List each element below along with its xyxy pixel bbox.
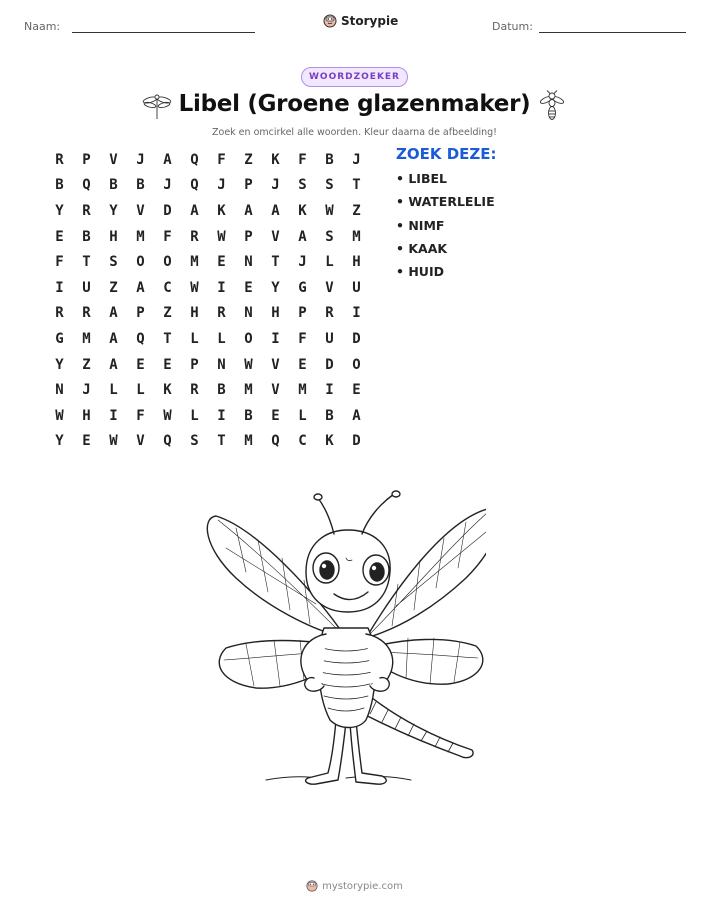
grid-cell[interactable]: A (136, 279, 145, 296)
grid-cell[interactable]: P (244, 228, 253, 245)
grid-cell[interactable]: B (325, 407, 334, 424)
word-list-item: • KAAK (396, 240, 448, 256)
grid-cell[interactable]: S (298, 177, 307, 194)
grid-cell[interactable]: A (109, 305, 118, 322)
grid-cell[interactable]: O (352, 356, 361, 373)
grid-cell[interactable]: Q (271, 433, 280, 450)
grid-cell[interactable]: J (271, 177, 280, 194)
grid-cell[interactable]: Q (136, 330, 145, 347)
grid-cell[interactable]: I (217, 407, 226, 424)
grid-cell[interactable]: Y (109, 202, 118, 219)
grid-cell[interactable]: J (136, 151, 145, 168)
grid-cell[interactable]: T (217, 433, 226, 450)
grid-cell[interactable]: J (352, 151, 361, 168)
grid-cell[interactable]: Q (82, 177, 91, 194)
grid-cell[interactable]: J (163, 177, 172, 194)
grid-cell[interactable]: K (325, 433, 334, 450)
grid-cell[interactable]: R (82, 305, 91, 322)
grid-cell[interactable]: O (244, 330, 253, 347)
dragonfly-body (319, 628, 376, 728)
word-list-item: • LIBEL (396, 171, 447, 186)
instructions: Zoek en omcirkel alle woorden. Kleur daarna de afbeelding! (212, 127, 497, 138)
grid-cell[interactable]: D (352, 433, 361, 450)
grid-cell[interactable]: K (271, 151, 280, 168)
grid-cell[interactable]: H (109, 228, 118, 245)
grid-cell[interactable]: W (109, 433, 118, 450)
grid-cell[interactable]: H (82, 407, 91, 424)
grid-cell[interactable]: S (109, 254, 118, 271)
grid-cell[interactable]: V (271, 356, 280, 373)
grid-cell[interactable]: Z (352, 202, 361, 219)
grid-cell[interactable]: I (217, 279, 226, 296)
grid-cell[interactable]: B (109, 177, 118, 194)
grid-cell[interactable]: K (217, 202, 226, 219)
grid-cell[interactable]: Y (55, 356, 64, 373)
grid-cell[interactable]: M (136, 228, 145, 245)
grid-cell[interactable]: P (298, 305, 307, 322)
grid-cell[interactable]: N (55, 382, 64, 399)
word-list-title: ZOEK DEZE: (396, 145, 497, 163)
grid-cell[interactable]: W (325, 202, 334, 219)
grid-cell[interactable]: L (109, 382, 118, 399)
word-list (396, 171, 495, 287)
grid-cell[interactable]: D (325, 356, 334, 373)
grid-cell[interactable]: Y (271, 279, 280, 296)
grid-cell[interactable]: F (136, 407, 145, 424)
grid-cell[interactable]: U (325, 330, 334, 347)
grid-cell[interactable]: G (55, 330, 64, 347)
grid-cell[interactable]: R (55, 305, 64, 322)
grid-cell[interactable]: J (298, 254, 307, 271)
storypie-mascot-icon (306, 880, 318, 892)
footer-url[interactable]: mystorypie.com (322, 880, 403, 892)
brand-name: Storypie (341, 14, 399, 28)
grid-cell[interactable]: R (325, 305, 334, 322)
grid-cell[interactable]: V (271, 382, 280, 399)
grid-cell[interactable]: T (163, 330, 172, 347)
grid-cell[interactable]: B (136, 177, 145, 194)
grid-cell[interactable]: E (352, 382, 361, 399)
page-title: Libel (Groene glazenmaker) (178, 91, 531, 117)
grid-cell[interactable]: Y (55, 433, 64, 450)
grid-cell[interactable]: R (217, 305, 226, 322)
grid-cell[interactable]: O (136, 254, 145, 271)
grid-cell[interactable]: V (325, 279, 334, 296)
grid-cell[interactable]: N (217, 356, 226, 373)
grid-cell[interactable]: L (136, 382, 145, 399)
grid-cell[interactable]: A (271, 202, 280, 219)
grid-cell[interactable]: E (244, 279, 253, 296)
grid-cell[interactable]: B (325, 151, 334, 168)
worksheet-type-badge: WOORDZOEKER (301, 67, 408, 87)
grid-cell[interactable]: E (82, 433, 91, 450)
dragonfly-tail (356, 693, 473, 758)
grid-cell[interactable]: V (109, 151, 118, 168)
grid-cell[interactable]: R (82, 202, 91, 219)
grid-cell[interactable]: B (217, 382, 226, 399)
grid-cell[interactable]: B (244, 407, 253, 424)
grid-cell[interactable]: W (244, 356, 253, 373)
grid-cell[interactable]: M (298, 382, 307, 399)
grid-cell[interactable]: D (163, 202, 172, 219)
grid-cell[interactable]: E (163, 356, 172, 373)
grid-cell[interactable]: J (217, 177, 226, 194)
grid-cell[interactable]: M (190, 254, 199, 271)
grid-cell[interactable]: V (136, 433, 145, 450)
grid-cell[interactable]: A (244, 202, 253, 219)
grid-cell[interactable]: K (298, 202, 307, 219)
grid-cell[interactable]: K (163, 382, 172, 399)
grid-cell[interactable]: F (163, 228, 172, 245)
grid-cell[interactable]: U (82, 279, 91, 296)
grid-cell[interactable]: I (325, 382, 334, 399)
grid-cell[interactable]: Y (55, 202, 64, 219)
grid-cell[interactable]: A (109, 330, 118, 347)
grid-cell[interactable]: A (109, 356, 118, 373)
grid-cell[interactable]: L (190, 407, 199, 424)
grid-cell[interactable]: W (163, 407, 172, 424)
dragonfly-coloring-illustration (196, 488, 486, 798)
grid-cell[interactable]: E (217, 254, 226, 271)
grid-cell[interactable]: M (352, 228, 361, 245)
grid-cell[interactable]: G (298, 279, 307, 296)
grid-cell[interactable]: E (298, 356, 307, 373)
grid-cell[interactable]: A (298, 228, 307, 245)
grid-cell[interactable]: A (163, 151, 172, 168)
grid-cell[interactable]: E (271, 407, 280, 424)
name-label: Naam: (24, 20, 61, 33)
grid-cell[interactable]: W (55, 407, 64, 424)
grid-cell[interactable]: T (352, 177, 361, 194)
grid-cell[interactable]: V (271, 228, 280, 245)
grid-cell[interactable]: U (352, 279, 361, 296)
grid-cell[interactable]: J (82, 382, 91, 399)
grid-cell[interactable]: S (325, 177, 334, 194)
grid-cell[interactable]: R (190, 382, 199, 399)
grid-cell[interactable]: E (136, 356, 145, 373)
grid-cell[interactable]: L (217, 330, 226, 347)
grid-cell[interactable]: N (244, 254, 253, 271)
name-line[interactable] (72, 32, 255, 33)
grid-cell[interactable]: B (82, 228, 91, 245)
grid-cell[interactable]: C (298, 433, 307, 450)
footer (0, 880, 709, 892)
grid-cell[interactable]: Z (82, 356, 91, 373)
grid-cell[interactable]: P (244, 177, 253, 194)
grid-cell[interactable]: Q (190, 177, 199, 194)
grid-cell[interactable]: M (244, 382, 253, 399)
grid-cell[interactable]: I (109, 407, 118, 424)
grid-cell[interactable]: F (298, 151, 307, 168)
grid-cell[interactable]: L (190, 330, 199, 347)
grid-cell[interactable]: D (352, 330, 361, 347)
grid-cell[interactable]: S (325, 228, 334, 245)
grid-cell[interactable]: I (55, 279, 64, 296)
grid-cell[interactable]: C (163, 279, 172, 296)
grid-cell[interactable]: W (190, 279, 199, 296)
grid-cell[interactable]: R (190, 228, 199, 245)
grid-cell[interactable]: A (190, 202, 199, 219)
grid-cell[interactable]: M (82, 330, 91, 347)
grid-cell[interactable]: H (271, 305, 280, 322)
grid-cell[interactable]: A (352, 407, 361, 424)
grid-cell[interactable]: W (217, 228, 226, 245)
grid-cell[interactable]: L (298, 407, 307, 424)
date-label: Datum: (492, 20, 533, 33)
grid-cell[interactable]: R (55, 151, 64, 168)
grid-cell[interactable]: I (352, 305, 361, 322)
word-list-item: • WATERLELIE (396, 194, 495, 210)
grid-cell[interactable]: N (244, 305, 253, 322)
grid-cell[interactable]: E (55, 228, 64, 245)
grid-cell[interactable]: F (55, 254, 64, 271)
grid-cell[interactable]: B (55, 177, 64, 194)
storypie-mascot-icon (323, 14, 337, 28)
grid-cell[interactable]: Q (163, 433, 172, 450)
grid-cell[interactable]: T (82, 254, 91, 271)
word-search-grid (46, 147, 370, 454)
grid-cell[interactable]: S (190, 433, 199, 450)
grid-cell[interactable]: F (298, 330, 307, 347)
grid-cell[interactable]: T (271, 254, 280, 271)
grid-cell[interactable]: Z (244, 151, 253, 168)
grid-cell[interactable]: L (325, 254, 334, 271)
word-list-item: • NIMF (396, 217, 445, 233)
grid-cell[interactable]: Z (109, 279, 118, 296)
grid-cell[interactable]: V (136, 202, 145, 219)
brand-logo (323, 14, 398, 28)
grid-cell[interactable]: Q (190, 151, 199, 168)
grid-cell[interactable]: M (244, 433, 253, 450)
grid-cell[interactable]: P (190, 356, 199, 373)
grid-cell[interactable]: P (82, 151, 91, 168)
grid-cell[interactable]: O (163, 254, 172, 271)
word-list-item: • HUID (396, 264, 444, 280)
date-line[interactable] (539, 32, 686, 33)
grid-cell[interactable]: P (136, 305, 145, 322)
grid-cell[interactable]: F (217, 151, 226, 168)
grid-cell[interactable]: Z (163, 305, 172, 322)
grid-cell[interactable]: H (190, 305, 199, 322)
grid-cell[interactable]: I (271, 330, 280, 347)
grid-cell[interactable]: H (352, 254, 361, 271)
